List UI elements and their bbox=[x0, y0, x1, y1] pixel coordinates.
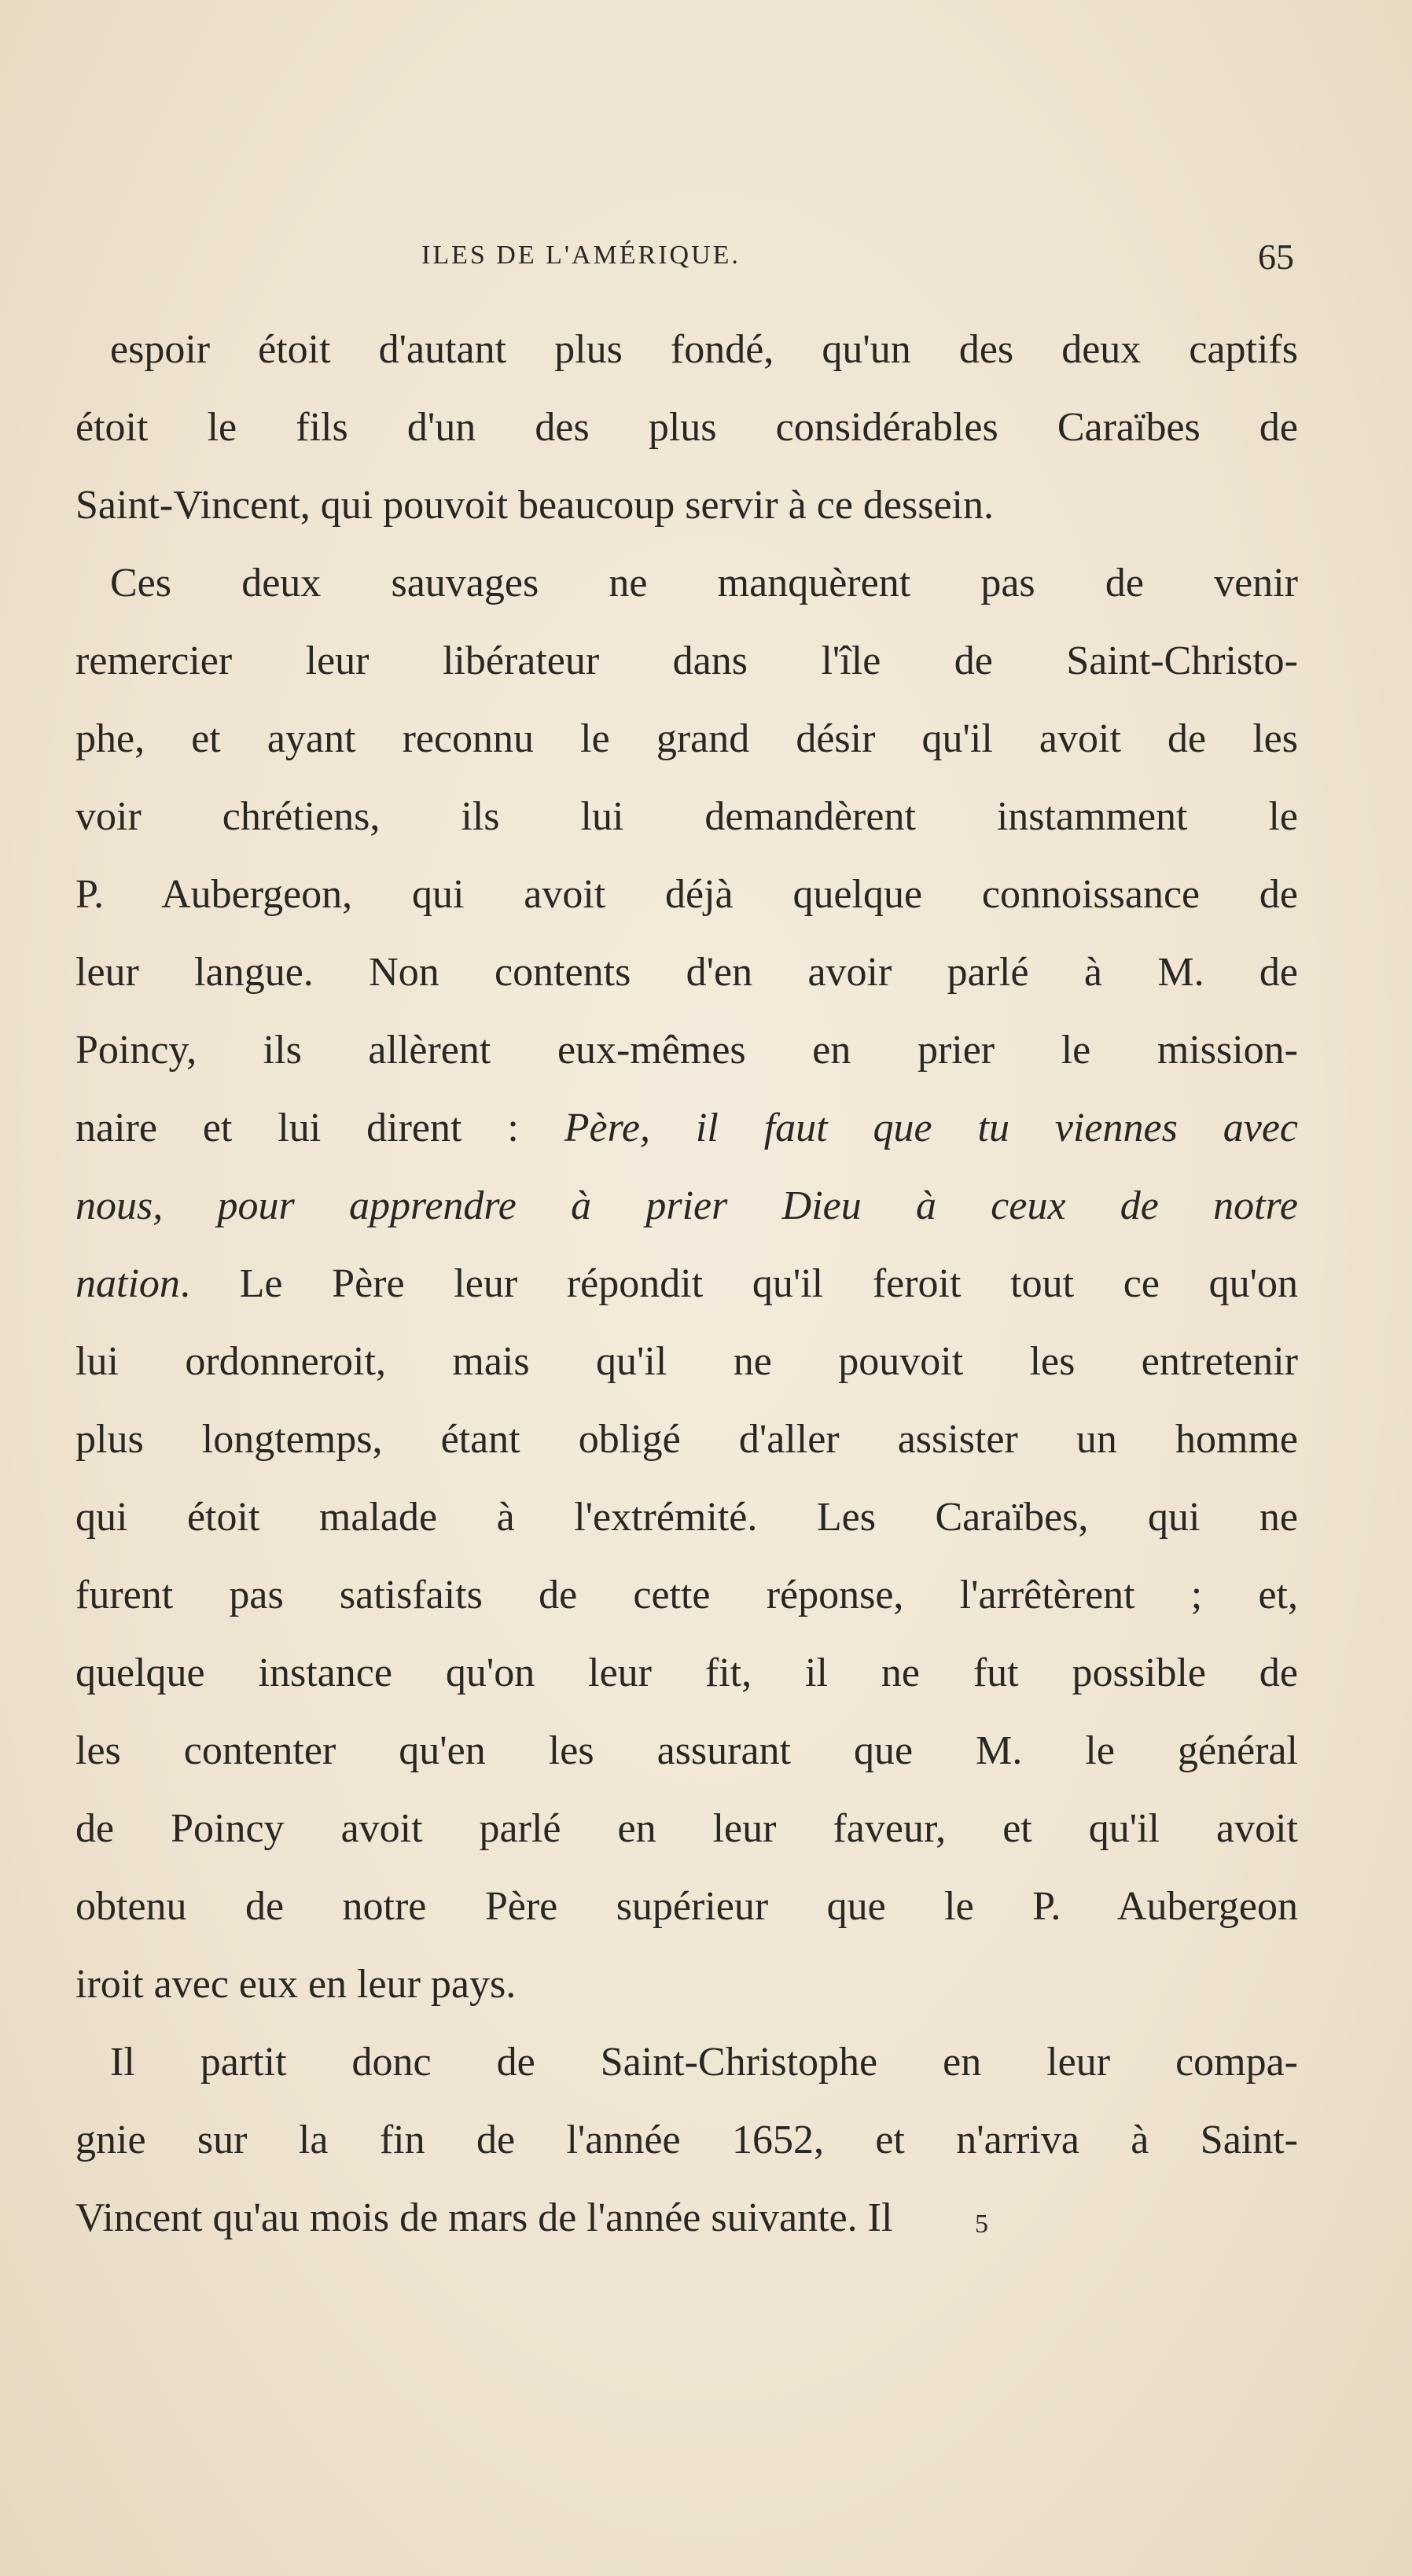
text-run: voir chrétiens, ils lui demandèrent instamment le bbox=[75, 794, 1298, 839]
text-line bbox=[75, 1089, 1298, 1167]
text-run: leur langue. Non contents d'en avoir parlé à M. de bbox=[75, 950, 1298, 995]
text-run: Saint-Vincent, qui pouvoit beaucoup servir à ce dessein. bbox=[75, 483, 994, 528]
text-line bbox=[75, 2101, 1298, 2179]
italic-text: Père, il faut que tu viennes avec bbox=[564, 1106, 1298, 1150]
text-run: de Poincy avoit parlé en leur faveur, et qu'il avoit bbox=[75, 1806, 1298, 1851]
text-line bbox=[75, 1634, 1298, 1712]
text-line bbox=[75, 388, 1298, 466]
text-run: étoit le fils d'un des plus considérables Caraïbes de bbox=[75, 405, 1298, 450]
text-line bbox=[75, 933, 1298, 1011]
text-line bbox=[75, 1945, 1298, 2023]
text-run: furent pas satisfaits de cette réponse, l'arrêtèrent ; et, bbox=[75, 1573, 1298, 1617]
italic-text: nation bbox=[75, 1261, 180, 1306]
signature-mark: 5 bbox=[975, 2210, 988, 2239]
italic-text: nous, pour apprendre à prier Dieu à ceux de notre bbox=[75, 1183, 1298, 1228]
text-line bbox=[75, 1556, 1298, 1634]
text-line bbox=[75, 1245, 1298, 1323]
text-run: P. Aubergeon, qui avoit déjà quelque connoissance de bbox=[75, 872, 1298, 917]
text-line bbox=[75, 2023, 1298, 2101]
text-run: naire et lui dirent : bbox=[75, 1106, 564, 1150]
text-line bbox=[75, 1478, 1298, 1556]
text-line bbox=[75, 544, 1298, 622]
text-line bbox=[75, 1868, 1298, 1945]
text-run: qui étoit malade à l'extrémité. Les Caraïbes, qui ne bbox=[75, 1495, 1298, 1540]
text-run: remercier leur libérateur dans l'île de Saint-Christo- bbox=[75, 638, 1298, 683]
text-line bbox=[75, 466, 1298, 544]
text-run: iroit avec eux en leur pays. bbox=[75, 1962, 517, 2007]
text-line bbox=[75, 2179, 1298, 2257]
body-text bbox=[75, 311, 1298, 2257]
text-line bbox=[75, 700, 1298, 778]
text-run: obtenu de notre Père supérieur que le P. Aubergeon bbox=[75, 1884, 1298, 1929]
text-run: quelque instance qu'on leur fit, il ne fut possible de bbox=[75, 1650, 1298, 1695]
text-line bbox=[75, 1167, 1298, 1245]
text-run: Vincent qu'au mois de mars de l'année suivante. Il bbox=[75, 2195, 893, 2240]
text-line bbox=[75, 1712, 1298, 1790]
text-run: Il partit donc de Saint-Christophe en leur compa- bbox=[110, 2040, 1298, 2085]
text-line bbox=[75, 311, 1298, 388]
running-head: ILES DE L'AMÉRIQUE. bbox=[421, 241, 741, 270]
text-line bbox=[75, 1011, 1298, 1089]
text-line bbox=[75, 1400, 1298, 1478]
text-line bbox=[75, 1323, 1298, 1400]
text-run: . Le Père leur répondit qu'il feroit tout ce qu'on bbox=[179, 1261, 1298, 1306]
text-run: plus longtemps, étant obligé d'aller assister un homme bbox=[75, 1417, 1298, 1462]
text-run: les contenter qu'en les assurant que M. le général bbox=[75, 1728, 1298, 1773]
text-line bbox=[75, 622, 1298, 700]
page-number: 65 bbox=[1258, 237, 1294, 277]
text-run: Ces deux sauvages ne manquèrent pas de venir bbox=[110, 561, 1298, 605]
text-line bbox=[75, 1790, 1298, 1868]
text-run: Poincy, ils allèrent eux-mêmes en prier le mission- bbox=[75, 1028, 1298, 1073]
text-line bbox=[75, 778, 1298, 856]
text-run: phe, et ayant reconnu le grand désir qu'il avoit de les bbox=[75, 716, 1298, 761]
text-run: lui ordonneroit, mais qu'il ne pouvoit les entretenir bbox=[75, 1339, 1298, 1384]
page-header bbox=[75, 236, 1302, 283]
text-run: gnie sur la fin de l'année 1652, et n'arriva à Saint- bbox=[75, 2118, 1298, 2162]
text-line bbox=[75, 856, 1298, 933]
text-run: espoir étoit d'autant plus fondé, qu'un des deux captifs bbox=[110, 327, 1298, 372]
